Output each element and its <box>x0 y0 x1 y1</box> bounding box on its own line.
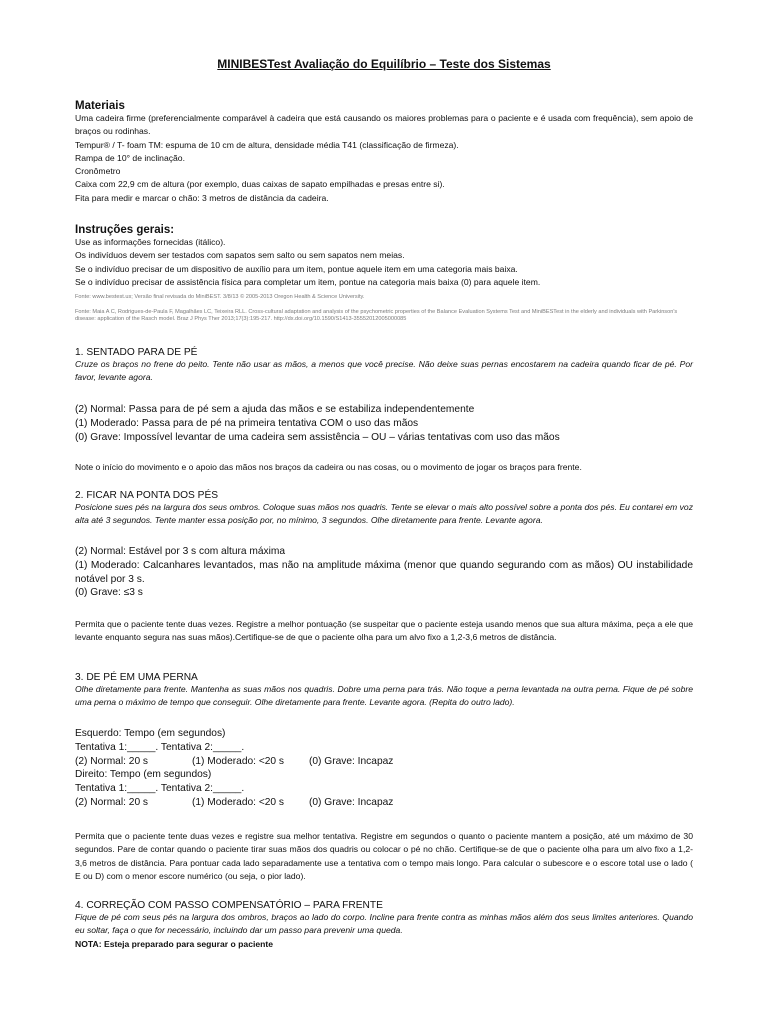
materials-line: Caixa com 22,9 cm de altura (por exemplo, duas caixas de sapato empilhadas e presas entre si). <box>75 179 445 190</box>
score-moderate: (1) Moderado: Passa para de pé na primeira tentativa COM o uso das mãos <box>75 417 419 429</box>
section-1-note <box>75 461 693 474</box>
page-title: MINIBESTest Avaliação do Equilíbrio – Teste dos Sistemas <box>217 57 551 71</box>
materials-line: Fita para medir e marcar o chão: 3 metros de distância da cadeira. <box>75 192 329 203</box>
section-1-scores <box>75 403 693 444</box>
source-note: Fonte: www.bestest.us; Versão final revisada do MiniBEST. 3/8/13 © 2005-2013 Oregon Health & Science University. <box>75 294 365 300</box>
score-normal: (2) Normal: 20 s <box>75 755 149 767</box>
instruction-line: Se o indivíduo precisar de um dispositivo de auxílio para um item, pontue aquele item em uma categoria mais baixa. <box>75 263 518 274</box>
materials-line: Rampa de 10° de inclinação. <box>75 152 185 163</box>
materials-line: Cronômetro <box>75 166 121 177</box>
section-1 <box>75 347 693 385</box>
instruction-line: Se o indivíduo precisar de assistência física para completar um item, pontue na categoria mais baixa (0) para aquele item. <box>75 276 541 287</box>
instruction-line: Os indivíduos devem ser testados com sapatos sem salto ou sem sapatos nem meias. <box>75 250 405 261</box>
instruction-line: Use as informações fornecidas (itálico). <box>75 237 226 247</box>
right-time-label: Direito: Tempo (em segundos) <box>75 769 212 781</box>
left-score-row <box>75 755 693 769</box>
score-severe: (0) Grave: ≤3 s <box>75 587 143 599</box>
score-normal: (2) Normal: Estável por 3 s com altura máxima <box>75 546 286 557</box>
section-1-instruction: Cruze os braços no frene do peito. Tente não usar as mãos, a menos que você precise. Não deixe suas pernas encostarem na cadeira quando ficar de pé. Por favor, levante agora. <box>75 359 693 383</box>
score-normal: (2) Normal: Passa para de pé sem a ajuda das mãos e se estabiliza independentemente <box>75 404 475 415</box>
section-3-instruction: Olhe diretamente para frente. Mantenha as suas mãos nos quadris. Dobre uma perna para trás. Não toque a perna levantada na outra perna. Fique de pé sobre uma perna o máximo de tempo que conseguir. Olhe diretamente para frente. Levante agora. (Repita do outro lado). <box>75 684 693 708</box>
right-trials: Tentativa 1:_____. Tentativa 2:_____. <box>75 783 245 795</box>
source-notes <box>75 294 693 324</box>
materials-line: Tempur® / T- foam TM: espuma de 10 cm de altura, densidade média T41 (classificação de firmeza). <box>75 139 459 150</box>
left-time-label: Esquerdo: Tempo (em segundos) <box>75 728 226 739</box>
section-4-instruction: Fique de pé com seus pés na largura dos ombros, braços ao lado do corpo. Incline para frente contra as minhas mãos além dos seus limites anteriores. Quando eu soltar, faça o que for necessário, incluindo dar um passo para prevenir uma queda. <box>75 912 693 936</box>
section-3-note <box>75 830 693 883</box>
score-severe: (0) Grave: Incapaz <box>309 796 394 808</box>
instructions-heading: Instruções gerais: <box>75 224 175 236</box>
section-4-heading: 4. CORREÇÃO COM PASSO COMPENSATÓRIO – PARA FRENTE <box>75 900 383 911</box>
section-2-note <box>75 618 693 645</box>
section-2-heading: 2. FICAR NA PONTA DOS PÉS <box>75 490 219 501</box>
section-2-scores <box>75 545 693 600</box>
section-3 <box>75 672 693 710</box>
score-moderate: (1) Moderado: <20 s <box>192 796 285 808</box>
section-3-heading: 3. DE PÉ EM UMA PERNA <box>75 672 198 683</box>
score-normal: (2) Normal: 20 s <box>75 796 149 808</box>
score-moderate: (1) Moderado: <20 s <box>192 755 285 767</box>
right-score-row <box>75 796 693 810</box>
materials-line: Uma cadeira firme (preferencialmente comparável à cadeira que está causando os maiores problemas para o paciente e é usada com frequência), sem apoio de braços ou rodinhas. <box>75 113 693 137</box>
section-4 <box>75 900 693 951</box>
section-2-instruction: Posicione sues pés na largura dos seus ombros. Coloque suas mãos nos quadris. Tente se elevar o mais alto possível sobre a ponta dos pés. Eu contarei em voz alta até 3 segundos. Tente manter essa posição por, no mínimo, 3 segundos. Olhe diretamente para frente. Levante agora. <box>75 502 693 526</box>
note-text: Note o início do movimento e o apoio das mãos nos braços da cadeira ou nas cosas, ou o movimento de jogar os braços para frente. <box>75 462 582 472</box>
section-2 <box>75 490 693 528</box>
section-3-scores <box>75 727 693 810</box>
general-instructions-section <box>75 224 693 289</box>
note-text: Permita que o paciente tente duas vezes. Registre a melhor pontuação (se suspeitar que o paciente esteja usando menos que sua altura máxima, peça a ele que levante enquanto segura nas suas mãos).Certifique-se de que o paciente olha para um alvo fixo a 1,2-3,6 metros de distância. <box>75 619 693 643</box>
score-severe: (0) Grave: Incapaz <box>309 755 394 767</box>
section-1-heading: 1. SENTADO PARA DE PÉ <box>75 347 198 358</box>
section-4-nota: NOTA: Esteja preparado para segurar o paciente <box>75 938 274 949</box>
left-trials: Tentativa 1:_____. Tentativa 2:_____. <box>75 741 245 753</box>
note-text: Permita que o paciente tente duas vezes e registre sua melhor tentativa. Registre em segundos o quanto o paciente mantem a posição, até um máximo de 30 segundos. Pare de contar quando o paciente tirar suas mãos dos quadris ou colocar o pé no chão. Certifique-se de que o paciente olha para um alvo fixo a 1,2-3,6 metros de distância. Para pontuar cada lado separadamente use a tentativa com o tempo mais longo. Para calcular o subescore e o escore total use o lado ( E ou D) com o menor escore numérico (ou seja, o pior lado). <box>75 831 693 881</box>
materials-heading: Materiais <box>75 100 125 112</box>
source-note: Fonte: Maia A C, Rodrigues-de-Paula F, Magalhães LC, Teixeira RLL. Cross-cultural adaptation and analysis of the psychometric properties of the Balance Evaluation Systems Test and MiniBESTest in the elderly and individuals with Parkinson's disease: application of the Rasch model. Braz J Phys Ther 2013;17(3):195-217. http://dx.doi.org/10.1590/S1413-35552012005000085 <box>75 308 678 323</box>
score-severe: (0) Grave: Impossível levantar de uma cadeira sem assistência – OU – várias tentativas com uso das mãos <box>75 431 560 443</box>
score-moderate: (1) Moderado: Calcanhares levantados, mas não na amplitude máxima (menor que quando segurando com as mãos) OU instabilidade notável por 3 s. <box>75 559 693 585</box>
materials-section <box>75 100 693 205</box>
